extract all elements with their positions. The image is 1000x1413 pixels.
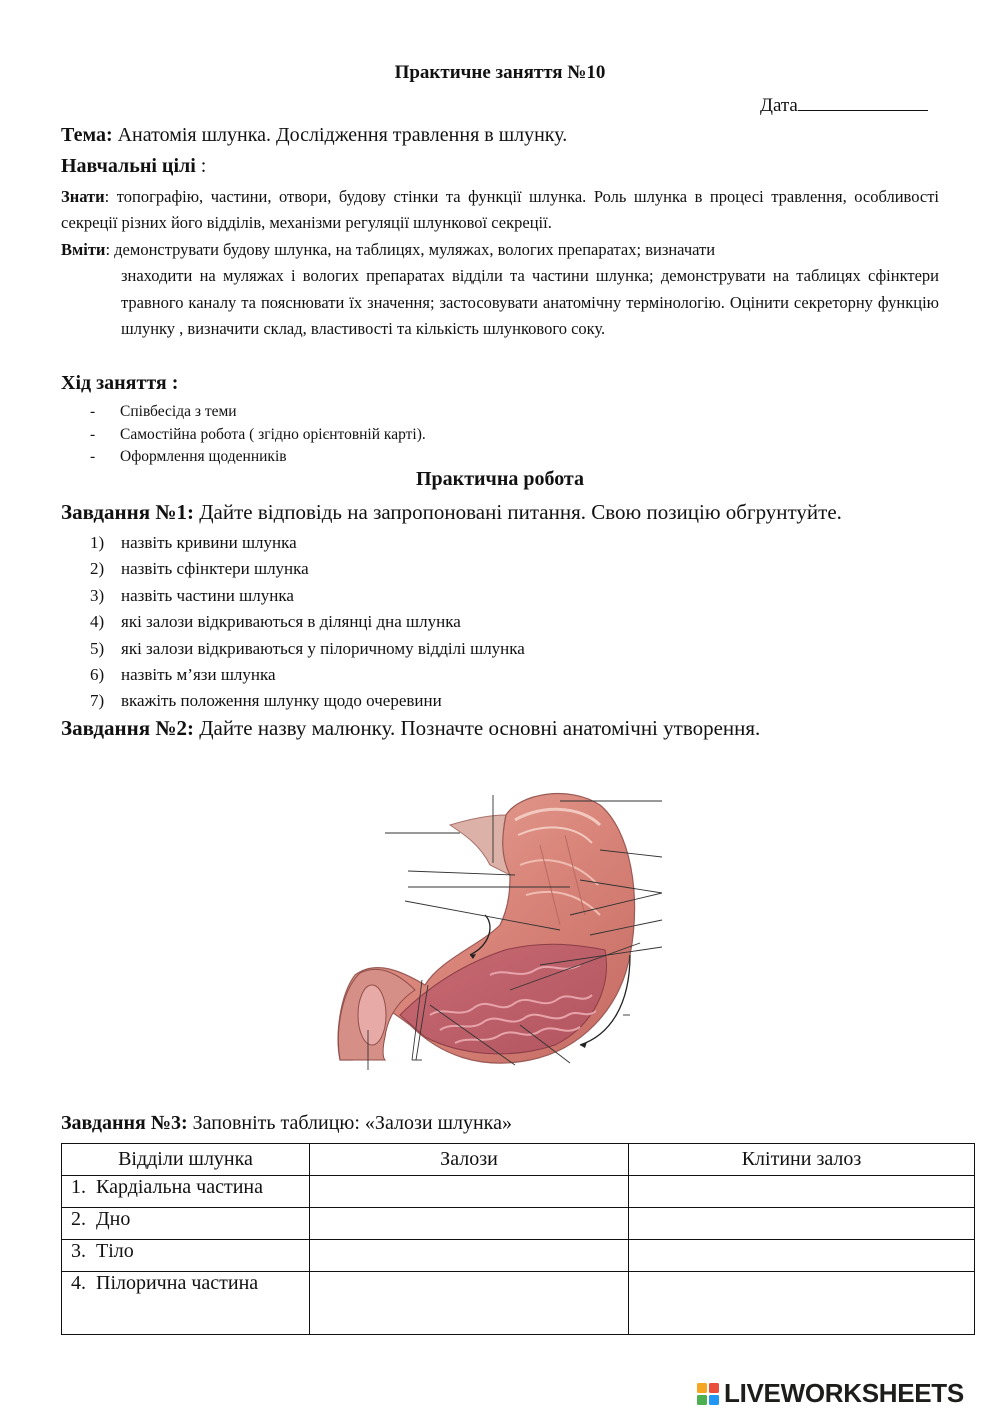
page-title: Практичне заняття №10 (394, 62, 606, 83)
task3-label: Завдання №3: (61, 1112, 188, 1134)
liveworksheets-logo-text: LIVEWORKSHEETS (724, 1378, 964, 1408)
list-item (90, 636, 525, 662)
table-cell-glands-input[interactable] (310, 1176, 629, 1208)
table-row (62, 1272, 975, 1335)
liveworksheets-logo (697, 1377, 997, 1409)
learning-goals-heading (61, 155, 939, 178)
row-number: 4. (71, 1272, 86, 1294)
table-header-row (62, 1144, 975, 1176)
table-cell-cells-input[interactable] (629, 1208, 975, 1240)
table-cell-part (62, 1272, 310, 1335)
task1-label: Завдання №1: (61, 500, 194, 524)
date-blank-line[interactable] (798, 94, 928, 111)
table-row (62, 1240, 975, 1272)
header-stomach-parts: Відділи шлунка (62, 1144, 310, 1176)
task3-heading (61, 1112, 939, 1135)
list-item: - Самостійна робота ( згідно орієнтовній карті). (90, 424, 426, 447)
list-item: - Співбесіда з теми (90, 401, 426, 424)
row-part: Кардіальна частина (96, 1176, 263, 1198)
row-part: Дно (96, 1208, 131, 1230)
course-list (90, 401, 426, 469)
item-number: 6) (90, 665, 105, 685)
task1-questions (90, 530, 525, 715)
table-row (62, 1176, 975, 1208)
table-cell-glands-input[interactable] (310, 1240, 629, 1272)
item-number: 4) (90, 612, 105, 632)
row-part: Пілорична частина (96, 1272, 259, 1294)
table-cell-part (62, 1208, 310, 1240)
table-cell-part (62, 1240, 310, 1272)
list-item (90, 556, 525, 582)
know-text: : топографію, частини, отвори, будову стінки та функції шлунка. Роль шлунка в процесі травлення, особливості секреції різних його відділів, механізми регуляції шлункової секреції. (61, 187, 939, 232)
topic-label: Тема: (61, 124, 113, 146)
table-cell-glands-input[interactable] (310, 1208, 629, 1240)
liveworksheets-logo-icon (697, 1383, 719, 1405)
table-cell-glands-input[interactable] (310, 1272, 629, 1335)
task2-label: Завдання №2: (61, 716, 194, 740)
goals-colon: : (195, 155, 207, 177)
item-text: назвіть кривини шлунка (121, 533, 297, 552)
list-item (90, 662, 525, 688)
list-item (90, 609, 525, 635)
date-label: Дата (760, 95, 798, 116)
header-gland-cells: Клітини залоз (629, 1144, 975, 1176)
row-number: 3. (71, 1240, 86, 1262)
item-text: назвіть м’язи шлунка (121, 665, 276, 685)
know-paragraph (61, 184, 939, 236)
item-text: назвіть сфінктери шлунка (121, 559, 309, 579)
row-number: 1. (71, 1176, 86, 1198)
item-text: вкажіть положення шлунку щодо очеревини (121, 691, 442, 711)
able-paragraph (61, 237, 939, 263)
practical-title: Практична робота (415, 468, 585, 490)
row-number: 2. (71, 1208, 86, 1230)
task3-text: Заповніть таблицю: «Залози шлунка» (187, 1112, 512, 1134)
topic-text: Анатомія шлунка. Дослідження травлення в шлунку. (112, 124, 568, 146)
table-cell-cells-input[interactable] (629, 1240, 975, 1272)
list-item (90, 530, 525, 556)
list-item (90, 583, 525, 609)
item-number: 2) (90, 559, 105, 579)
glands-table (61, 1143, 975, 1335)
able-paragraph-rest: знаходити на муляжах і вологих препаратах відділи та частини шлунка; демонструвати на таблицях сфінктери травного каналу та пояснювати їх значення; застосовувати анатомічну термінологію. Оцінити секреторну функцію шлунку , визначити склад, властивості та кількість шлункового соку. (121, 266, 939, 338)
date-field (760, 94, 928, 117)
item-number: 5) (90, 638, 105, 658)
stomach-illustration (330, 775, 670, 1075)
item-text: які залози відкриваються у пілоричному відділі шлунка (121, 638, 525, 658)
table-cell-part (62, 1176, 310, 1208)
course-heading: Хід заняття : (61, 372, 179, 394)
able-text: : демонструвати будову шлунка, на таблицях, муляжах, вологих препаратах; визначати (105, 240, 716, 259)
table-cell-cells-input[interactable] (629, 1272, 975, 1335)
topic (61, 124, 939, 147)
item-number: 1) (90, 533, 105, 552)
item-number: 3) (90, 585, 105, 605)
able-label: Вміти (61, 240, 106, 259)
task2-text: Дайте назву малюнку. Позначте основні анатомічні утворення. (193, 716, 761, 740)
task1-text: Дайте відповідь на запропоновані питання. Свою позицію обгрунтуйте. (193, 500, 842, 524)
goals-label: Навчальні цілі (61, 155, 196, 177)
row-part: Тіло (96, 1240, 134, 1262)
header-glands: Залози (310, 1144, 629, 1176)
task1-heading (61, 500, 939, 525)
list-item: - Оформлення щоденників (90, 446, 426, 469)
task2-heading (61, 716, 939, 741)
item-text: назвіть частини шлунка (121, 585, 294, 605)
table-row (62, 1208, 975, 1240)
list-item (90, 688, 525, 714)
item-number: 7) (90, 691, 105, 711)
item-text: які залози відкриваються в ділянці дна шлунка (121, 612, 461, 632)
know-label: Знати (61, 187, 105, 206)
table-cell-cells-input[interactable] (629, 1176, 975, 1208)
